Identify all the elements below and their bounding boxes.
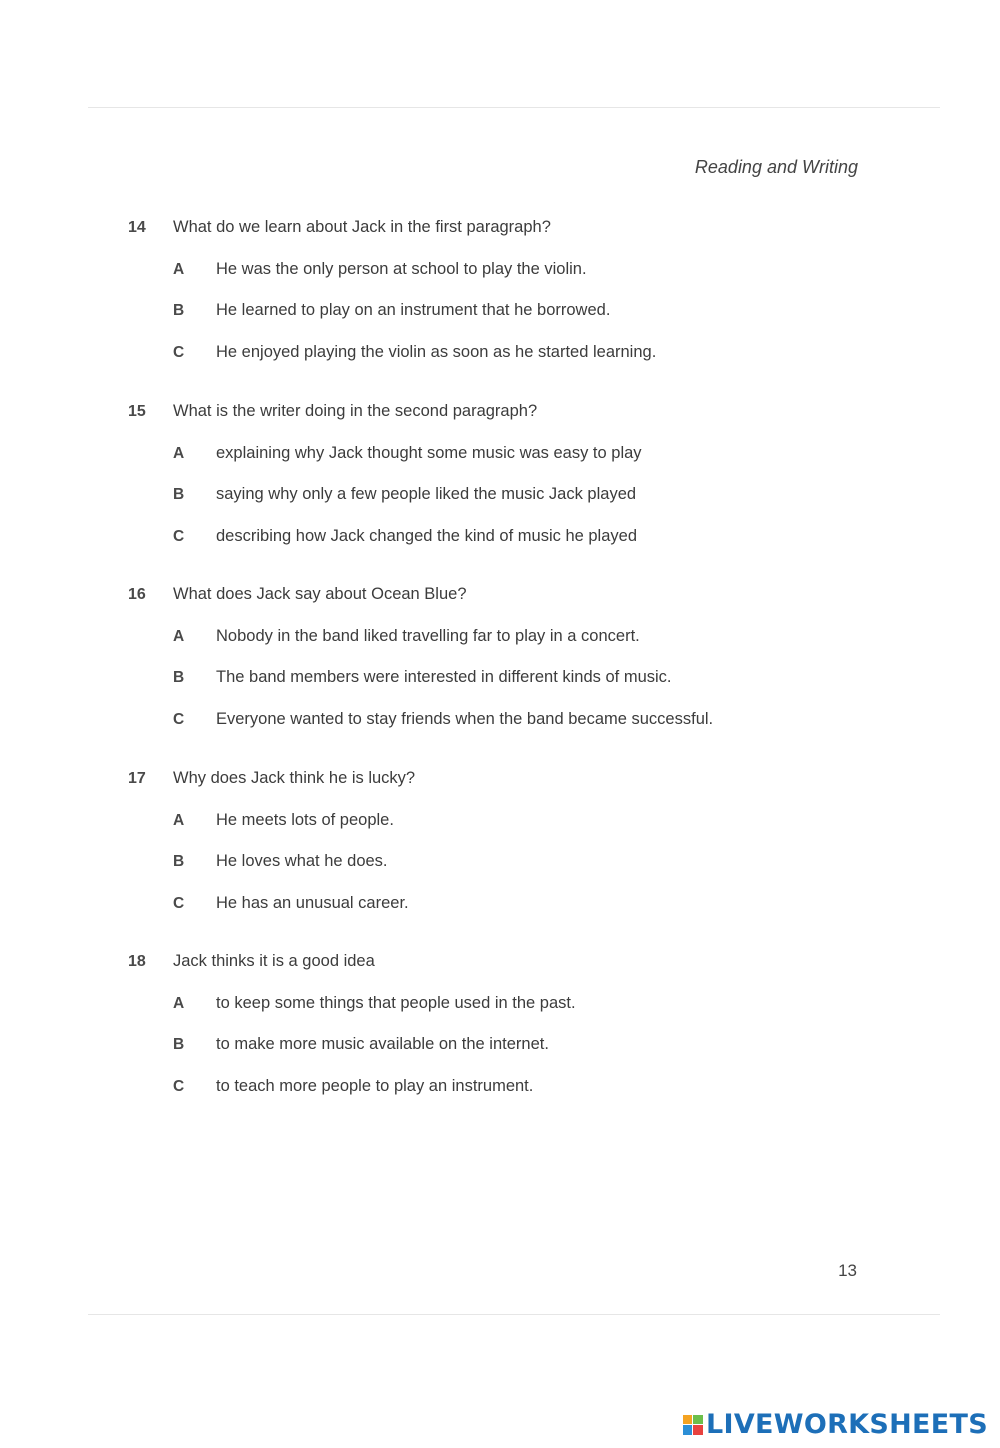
question-text: What do we learn about Jack in the first paragraph?	[173, 218, 551, 236]
option-text: He learned to play on an instrument that he borrowed.	[216, 301, 611, 319]
option-a[interactable]	[173, 811, 888, 835]
page-number: 13	[838, 1261, 857, 1280]
option-b[interactable]	[173, 301, 888, 325]
option-text: to make more music available on the internet.	[216, 1035, 549, 1053]
option-c[interactable]	[173, 710, 888, 734]
question-number: 17	[128, 770, 146, 787]
option-a[interactable]	[173, 627, 888, 651]
question-text: Jack thinks it is a good idea	[173, 952, 375, 970]
option-letter: C	[173, 343, 185, 361]
question-text: What does Jack say about Ocean Blue?	[173, 585, 467, 603]
option-a[interactable]	[173, 260, 888, 284]
question-16	[128, 585, 888, 734]
question-text: What is the writer doing in the second paragraph?	[173, 402, 538, 420]
option-letter: A	[173, 811, 185, 829]
option-text: He meets lots of people.	[216, 810, 394, 829]
option-c[interactable]	[173, 1077, 888, 1101]
option-letter: C	[173, 894, 185, 912]
question-number: 16	[128, 586, 146, 603]
option-text: The band members were interested in different kinds of music.	[216, 668, 672, 686]
option-text: Everyone wanted to stay friends when the band became successful.	[216, 709, 714, 728]
option-letter: B	[173, 302, 185, 319]
section-title: Reading and Writing	[694, 157, 858, 177]
option-b[interactable]	[173, 1035, 888, 1059]
option-text: He has an unusual career.	[216, 893, 409, 912]
option-text: describing how Jack changed the kind of music he played	[216, 526, 637, 545]
option-letter: C	[173, 527, 185, 545]
option-text: He loves what he does.	[216, 852, 388, 870]
bottom-divider	[88, 1314, 940, 1315]
option-text: explaining why Jack thought some music was easy to play	[216, 443, 642, 462]
question-18	[128, 952, 888, 1101]
question-number: 14	[128, 219, 146, 236]
question-14	[128, 218, 888, 367]
option-letter: A	[173, 627, 185, 645]
option-text: Nobody in the band liked travelling far to play in a concert.	[216, 626, 640, 645]
option-letter: C	[173, 1077, 185, 1095]
question-number: 18	[128, 953, 146, 970]
option-letter: B	[173, 486, 185, 503]
option-text: saying why only a few people liked the music Jack played	[216, 485, 637, 503]
option-c[interactable]	[173, 894, 888, 918]
question-text: Why does Jack think he is lucky?	[173, 769, 416, 787]
option-text: He was the only person at school to play the violin.	[216, 259, 587, 278]
option-letter: A	[173, 994, 185, 1012]
question-17	[128, 769, 888, 918]
liveworksheets-logo-icon	[683, 1415, 703, 1435]
question-number: 15	[128, 403, 146, 420]
option-letter: B	[173, 853, 185, 870]
option-b[interactable]	[173, 852, 888, 876]
option-c[interactable]	[173, 343, 888, 367]
option-letter: B	[173, 669, 185, 686]
option-b[interactable]	[173, 668, 888, 692]
option-text: He enjoyed playing the violin as soon as he started learning.	[216, 342, 657, 361]
watermark-text: LIVEWORKSHEETS	[705, 1409, 988, 1440]
top-divider	[88, 107, 940, 108]
option-text: to teach more people to play an instrument.	[216, 1076, 534, 1095]
option-b[interactable]	[173, 485, 888, 509]
option-letter: A	[173, 444, 185, 462]
option-c[interactable]	[173, 527, 888, 551]
option-a[interactable]	[173, 444, 888, 468]
question-15	[128, 402, 888, 551]
option-text: to keep some things that people used in the past.	[216, 993, 576, 1012]
liveworksheets-watermark[interactable]	[683, 1409, 988, 1440]
option-letter: B	[173, 1036, 185, 1053]
option-a[interactable]	[173, 994, 888, 1018]
option-letter: C	[173, 710, 185, 728]
option-letter: A	[173, 260, 185, 278]
